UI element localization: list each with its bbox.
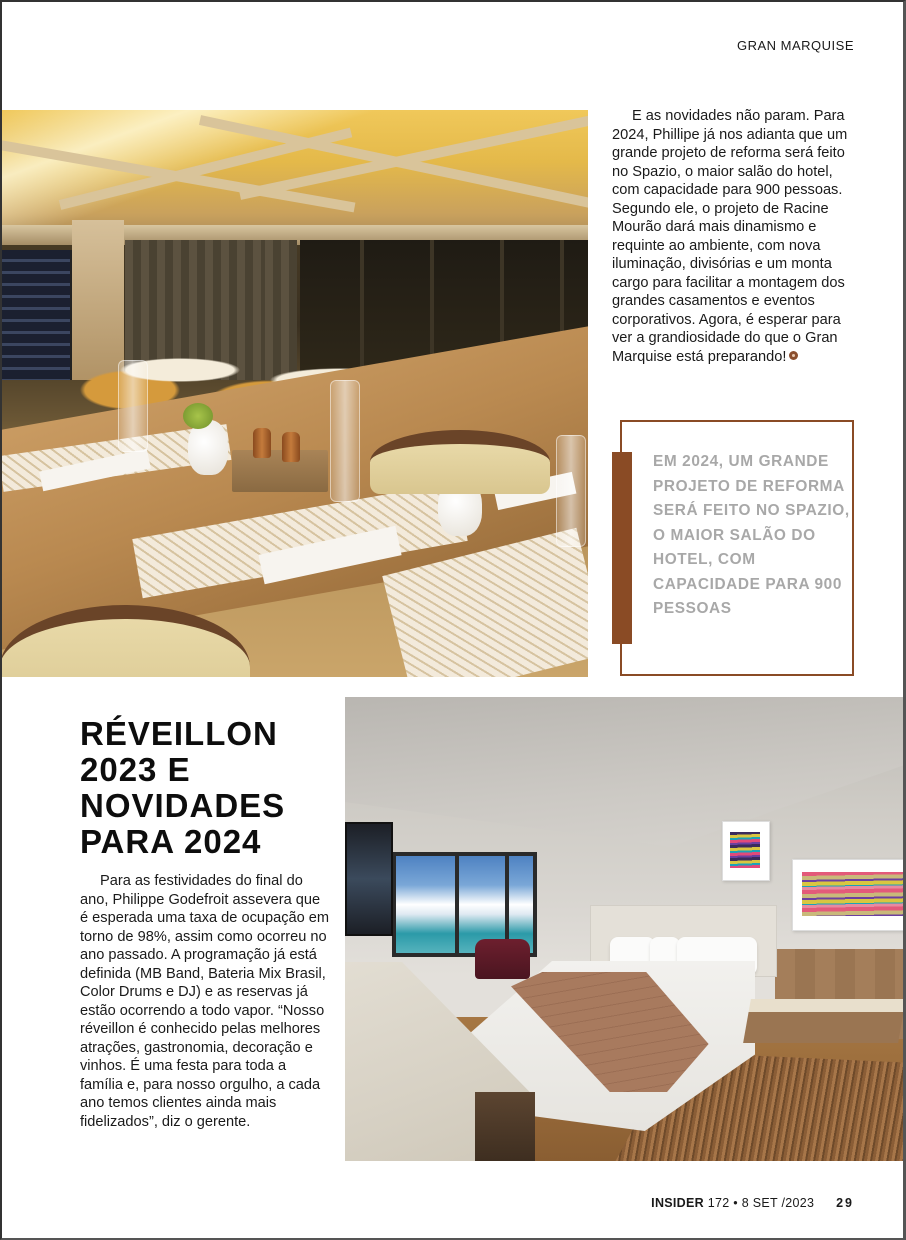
- ceiling: [345, 697, 906, 847]
- condiment-caddy: [232, 450, 328, 492]
- desk-front: [475, 1092, 535, 1161]
- issue-info: 172 • 8 SET /2023: [707, 1196, 815, 1210]
- wine-glass: [330, 380, 360, 502]
- nightstand: [743, 999, 906, 1043]
- pepper-mill: [253, 428, 271, 458]
- section-body: [80, 872, 330, 1131]
- salt-mill: [282, 432, 300, 462]
- wine-glass: [556, 435, 586, 547]
- page-number: 29: [836, 1196, 854, 1210]
- section-headline: RÉVEILLON 2023 E NOVIDADES PARA 2024: [80, 715, 286, 860]
- restaurant-photo: [0, 110, 588, 677]
- wine-glass: [118, 360, 148, 452]
- pull-quote-text: EM 2024, UM GRANDE PROJETO DE REFORMA SERÁ FEITO NO SPAZIO, O MAIOR SALÃO DO HOTEL, COM CAPACIDADE PARA 900 PESSOAS: [653, 453, 850, 617]
- succulent: [183, 403, 213, 429]
- pull-quote-accent-bar: [612, 452, 632, 644]
- section-header: GRAN MARQUISE: [736, 38, 854, 53]
- wall-tv: [345, 822, 393, 936]
- article-intro: [612, 107, 862, 366]
- striped-artwork-small: [722, 821, 770, 881]
- intro-paragraph: E as novidades não param. Para 2024, Phillipe já nos adianta que um grande projeto de reforma será feito no Spazio, o maior salão do hotel, com capacidade para 900 pessoas. Segundo ele, o projeto de Racine Mourão dará mais dinamismo e requinte ao ambiente, com nova iluminação, divisórias e um monta cargo para facilitar a montagem dos grandes casamentos e eventos corporativos. Agora, é esperar para ver a grandiosidade do que o Gran Marquise está preparando!: [612, 108, 848, 365]
- striped-artwork-large: [792, 859, 906, 931]
- page-footer: [651, 1196, 854, 1210]
- armchair: [370, 430, 550, 494]
- burgundy-armchair: [475, 939, 530, 979]
- bedroom-photo: [345, 697, 906, 1161]
- section-paragraph: Para as festividades do final do ano, Philippe Godefroit assevera que é esperada uma taxa de ocupação em torno de 98%, assim como ocorreu no ano passado. A programação já está definida (MB Band, Bateria Mix Brasil, Color Drums e DJ) e as reservas já estão ocorrendo a todo vapor. “Nosso réveillon é conhecido pelas melhores atrações, gastronomia, decoração e vinhos. É uma festa para toda a família e, para nosso orgulho, a cada ano temos clientes ainda mais fidelizados”, diz o gerente.: [80, 873, 330, 1130]
- window-mullion: [455, 852, 459, 957]
- magazine-name: INSIDER: [651, 1196, 704, 1210]
- end-mark-icon: [789, 351, 798, 360]
